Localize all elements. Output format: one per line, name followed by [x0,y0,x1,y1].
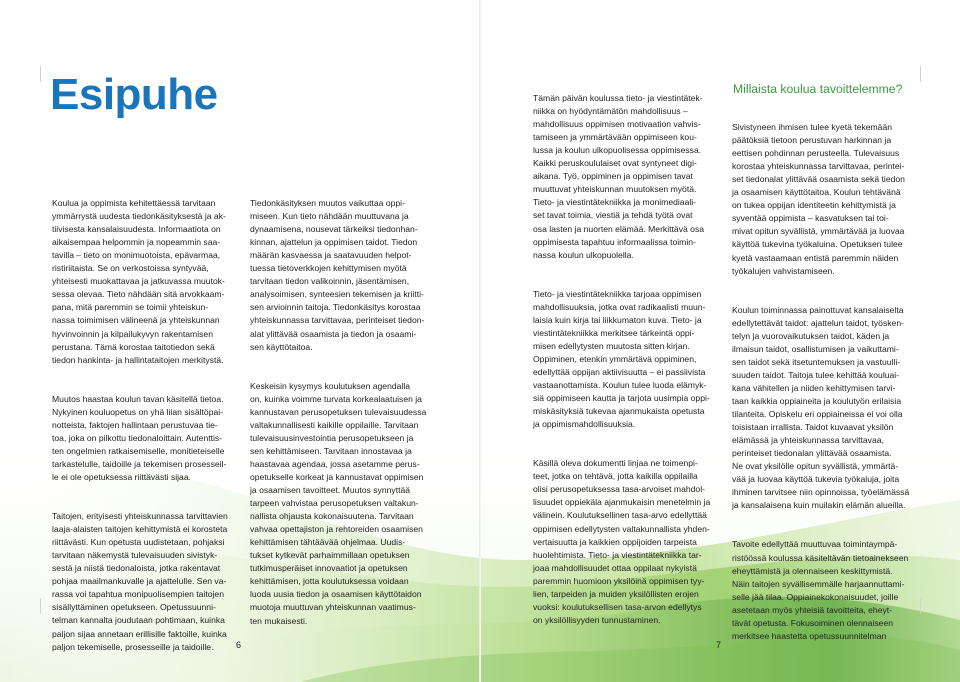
page-number-left: 6 [236,640,242,650]
paragraph: Tavoite edellyttää muuttuvaa toimintaympä- ristöössä koulussa käsiteltävän tietoainekseen eheyttämistä ja olennaiseen keskittymistä. Näin taitojen syvällisemmälle harjaannuttami- selle jää tilaa. Oppiainekokonaisuudet, joille asetetaan myös yhteisiä tavoitteita, eheyt- tävät opetusta. Fokusoiminen olennaiseen merkitsee haastetta opetussuunnitelman [732,539,909,641]
paragraph: Tiedonkäsityksen muutos vaikuttaa oppi- miseen. Kun tieto nähdään muuttuvana ja dynaamisena, nousevat tärkeiksi tiedonhan- kinnan, ajattelun ja oppimisen taidot. Tiedon määrän kasvaessa ja saatavuuden helpot- tuessa tietoverkkojen kehittymisen myötä tarvitaan tiedon valikoinnin, jäsentämisen, analysoimisen, synteesien tekemisen ja kriitti- sen arvioinnin taitoja. Tiedonkäsitys korostaa yhteiskunnassa tarvittavaa, perinteiset tiedon- alat ylittävää osaamista ja tiedon ja osaami- sen käyttötaitoa. [250,198,425,352]
paragraph: Koulua ja oppimista kehitettäessä tarvitaan ymmärrystä uudesta tiedonkäsityksestä ja ak- tiivisesta kansalaisuudesta. Informaatiota on aikaisempaa helpommin ja nopeammin saa- tavilla – tieto on monimuotoista, epävarmaa, ristiriitaista. Se on verkostoissa syntyvää, yhteisesti muokattavaa ja jatkuvassa muutok- sessa olevaa. Tieto nähdään sitä arvokkaam- pana, mitä paremmin se toimii yhteiskun- nassa toimimisen välineenä ja yhteiskunnan hyvinvoinnin ja kilpailukyvyn rakentamisen perustana. Tämä korostaa taitotiedon sekä tiedon hankinta- ja hallintataitojen merkitystä. [52,198,226,365]
text-column-4 [732,108,914,669]
page-title: Esipuhe [50,70,218,119]
paragraph: Taitojen, erityisesti yhteiskunnassa tarvittavien laaja-alaisten taitojen kehittymistä ei korosteta riittävästi. Kun opetusta uudistetaan, pohjaksi tarvitaan näkemystä tulevaisuuden sivistyk- sestä ja niistä tiedonaloista, jotka rakentavat pohjaa maailmankuvalle ja ajattelulle. Sen va- rassa voi tapahtua monipuolisempien taitojen sisällyttäminen opetukseen. Opetussuunni- telman kannalta joudutaan pohtimaan, kuinka paljon sijaa annetaan erillisille faktoille, kuinka paljon tekemiselle, prosesseille ja taidoille. [52,511,228,652]
paragraph: Koulun toiminnassa painottuvat kansalaiselta edellytettävät taidot: ajattelun taidot, työsken- telyn ja vuorovaikutuksen taidot, käden ja ilmaisun taidot, osallistumisen ja vaikuttami- sen taidot sekä itsetuntemuksen ja vastuulli- suuden taidot. Taitoja tulee kehittää kouluai- kana vähitellen ja niiden kehittymisen tarvi- taan kaikkia oppiaineita ja koulutyön erilaisia tilanteita. Opiskelu eri oppiaineissa ei voi olla toisistaan irrallista. Taidot kuvaavat yksilön elämässä ja yhteiskunnassa tarvittavaa, perinteiset tiedonalan ylittävää osaamista. Ne ovat yksilölle opitun syvällistä, ymmärtä- vää ja luovaa käyttöä tukevia työkaluja, joita ihminen tarvitsee niin opinnoissa, työelämässä ja kansalaisena kuin muilakin elämän alueilla. [732,304,910,511]
text-column-3 [533,79,711,653]
page-number-right: 7 [716,640,722,650]
paragraph: Tämän päivän koulussa tieto- ja viestintätek- niikka on hyödyntämätön mahdollisuus – mahdollisuus oppimisen motivaation vahvis- tamiseen ja ymmärtävään oppimiseen kou- lussa ja koulun ulkopuolisessa oppimisessa. Kaikki peruskoululaiset ovat syntyneet digi- aikana. Työ, oppiminen ja oppimisen tavat muuttuvat yhteiskunnan muutoksen myötä. Tieto- ja viestintätekniikka ja monimediaali- set tavat toimia, viestiä ja tehdä työtä ovat osa lasten ja nuorten elämää. Merkittävä osa oppimisesta tapahtuu informaalissa toimin- nassa koulun ulkopuolella. [533,93,705,260]
paragraph: Keskeisin kysymys koulutuksen agendalla on, kuinka voimme turvata korkealaatuisen ja kannustavan perusopetuksen tulevaisuudessa valtakunnallisesti kaikille oppilaille. Tarvitaan tulevaisuusinvestointia perusopetukseen ja sen kehittämiseen. Tarvitaan innostavaa ja haastavaa agendaa, jossa asetamme perus- opetukselle korkeat ja kannustavat oppimisen ja osaamisen tavoitteet. Muutos synnyttää tarpeen vahvistaa perusopetuksen valtakun- nallista ohjausta kokonaisuutena. Tarvitaan vahvaa opettajiston ja rehtoreiden osaamisen kehittämisen tähtäävää ohjelmaa. Uudis- tukset kytkevät parhaimmillaan opetuksen tutkimusperäiset innovaatiot ja opetuksen kehittämisen, jotta koulutuksessa voidaan luoda uusia tiedon ja osaamisen käyttötaidon muotoja muuttuvan yhteiskunnan vaatimus- ten mukaisesti. [250,380,427,626]
paragraph: Muutos haastaa koulun tavan käsitellä tietoa. Nykyinen kouluopetus on yhä liian sisältöpai- notteista, faktojen hallintaan perustuvaa tie- toa, joka on pilkottu tiedonaloittain. Autenttis- ten ongelmien ratkaisemiselle, monitieteiselle tarkastelulle, taidoille ja tekemisen prosesseil- le ei ole opetuksessa riittävästi sijaa. [52,393,227,482]
paragraph: Käsillä oleva dokumentti linjaa ne toimenpi- teet, jotka on tehtävä, jotta kaikilla oppilailla olisi perusopetuksessa tasa-arvoiset mahdol- lisuudet oppiekäla ajanmukaisin menetelmin ja välinein. Koulutuksellinen tasa-arvo edellyttää oppimisen edellytysten valtakunnallista yhden- vertaisuutta ja kaikkien oppijoiden tarpeista huolehtimista. Tieto- ja viestintätekniikka tar- joaa mahdollisuudet ottaa oppilaat nykyistä paremmin huomioon yksilöinä oppimisen tyy- lien, tarpeiden ja muiden yksilöllisten erojen vuoksi: koulutuksellisen tasa-arvon edellytys on yksilöllisyyden tunnustaminen. [533,458,711,625]
paragraph: Tieto- ja viestintätekniikka tarjoaa oppimisen mahdollisuuksia, jotka ovat radikaalisti muun- laisia kuin kirja tai liikkumaton kuva. Tieto- ja viestintätekniikka merkitsee tärkeintä oppi- misen edellytysten muutosta sitten kirjan. Oppiminen, etenkin ymmärtävä oppiminen, edellyttää oppijan aktiivisuutta – ei passiivista vastaanottamista. Koulun tulee luoda elämyk- siä oppimiseen kautta ja tarjota uusimpia oppi- miskäsityksiä tukevaa ajanmukaista opetusta ja oppimismahdollisuuksia. [533,288,710,430]
section-heading: Millaista koulua tavoittelemme? [733,82,903,96]
paragraph: Sivistyneen ihmisen tulee kyetä tekemään päätöksiä tietoon perustuvan harkinnan ja eettisen pohdinnan perusteella. Tulevaisuus korostaa yhteiskunnassa tarvittavaa, perintei- set tiedonalat ylittävää osaamista sekä tiedon ja osaamisen käyttötaitoa. Koulun tehtävänä on tukea oppijan identiteetin kehittymistä ja syventää oppimista – kasvatuksen tai toi- mivat opitun syvällistä, ymmärtävää ja luovaa käyttöä tukevina työkaluina. Opetuksen tulee kyetä vastaamaan entistä paremmin näiden työkalujen vahvistamiseen. [732,122,905,276]
